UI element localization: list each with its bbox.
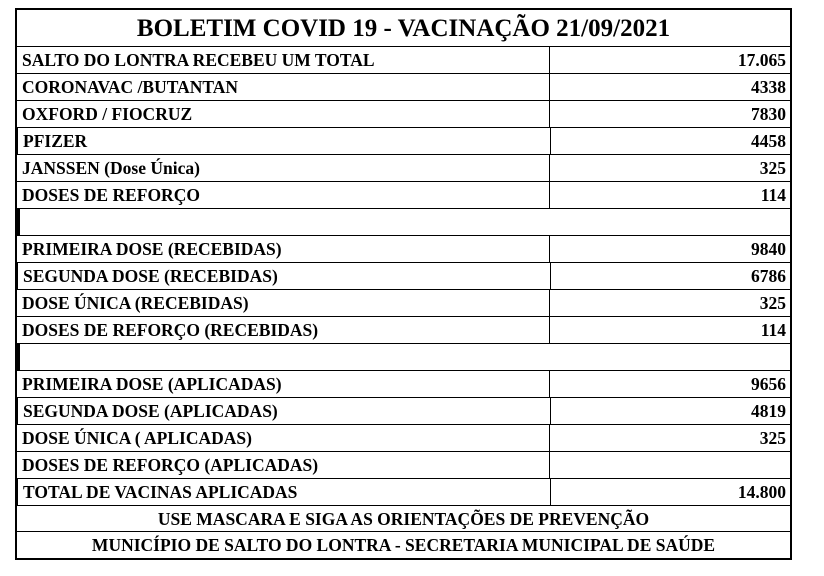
row-value: 4338 <box>751 77 786 97</box>
total-row <box>15 479 790 506</box>
table-row <box>17 155 790 182</box>
row-value: 9656 <box>751 374 786 394</box>
row-value: 325 <box>759 428 786 448</box>
row-label: PFIZER <box>18 128 551 154</box>
prevention-message: USE MASCARA E SIGA AS ORIENTAÇÕES DE PREVENÇÃO <box>17 506 790 532</box>
vaccination-bulletin-table <box>15 8 792 560</box>
row-label: DOSE ÚNICA (RECEBIDAS) <box>17 290 550 316</box>
row-label: SEGUNDA DOSE (APLICADAS) <box>18 398 551 424</box>
table-row <box>17 290 790 317</box>
row-label: DOSE ÚNICA ( APLICADAS) <box>17 425 550 451</box>
row-value: 325 <box>759 158 786 178</box>
municipality-footer: MUNICÍPIO DE SALTO DO LONTRA - SECRETARIA MUNICIPAL DE SAÚDE <box>91 535 716 555</box>
row-label: PRIMEIRA DOSE (APLICADAS) <box>17 371 550 397</box>
table-row <box>17 236 790 263</box>
row-label: JANSSEN (Dose Única) <box>17 155 550 181</box>
row-label: CORONAVAC /BUTANTAN <box>17 74 550 100</box>
row-value: 6786 <box>751 266 786 286</box>
row-label: OXFORD / FIOCRUZ <box>17 101 550 127</box>
row-value: 9840 <box>751 239 786 259</box>
bulletin-title: BOLETIM COVID 19 - VACINAÇÃO 21/09/2021 <box>17 10 790 47</box>
row-value: 14.800 <box>737 482 786 502</box>
row-value: 114 <box>760 320 786 340</box>
row-value: 325 <box>759 293 786 313</box>
row-value: 17.065 <box>737 50 786 70</box>
table-row <box>17 101 790 128</box>
row-label: SALTO DO LONTRA RECEBEU UM TOTAL <box>17 47 550 73</box>
table-row <box>17 425 790 452</box>
row-label: TOTAL DE VACINAS APLICADAS <box>18 479 551 505</box>
row-value <box>550 452 790 478</box>
row-label: DOSES DE REFORÇO <box>17 182 550 208</box>
table-row <box>17 371 790 398</box>
row-value: 7830 <box>751 104 786 124</box>
table-row <box>17 182 790 209</box>
row-label: PRIMEIRA DOSE (RECEBIDAS) <box>17 236 550 262</box>
row-label: DOSES DE REFORÇO (RECEBIDAS) <box>17 317 550 343</box>
table-row <box>17 317 790 344</box>
row-value: 4458 <box>751 131 786 151</box>
row-label: SEGUNDA DOSE (RECEBIDAS) <box>18 263 551 289</box>
table-row <box>15 398 790 425</box>
row-value: 114 <box>760 185 786 205</box>
section-divider <box>15 344 790 371</box>
row-value: 4819 <box>751 401 786 421</box>
row-label: DOSES DE REFORÇO (APLICADAS) <box>17 452 550 478</box>
table-row <box>17 47 790 74</box>
table-row <box>17 452 790 479</box>
table-row <box>15 263 790 290</box>
section-divider <box>15 209 790 236</box>
table-row <box>15 128 790 155</box>
table-row <box>17 74 790 101</box>
